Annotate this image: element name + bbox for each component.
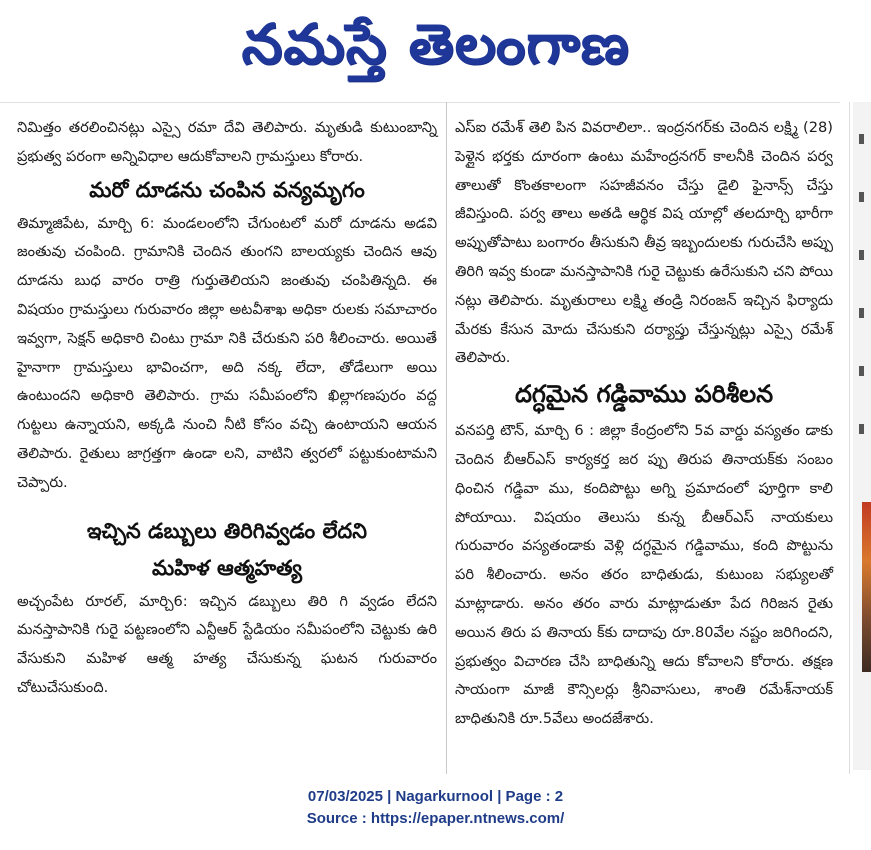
- edition-info: 07/03/2025 | Nagarkurnool | Page : 2: [307, 788, 564, 805]
- adjacent-photo: [862, 502, 871, 672]
- article-headline-line-2: మహిళ ఆత్మహత్య: [151, 555, 303, 580]
- article-body: అచ్చంపేట రూరల్, మార్చి6: ఇచ్చిన డబ్బులు తిరి గి వ్వడం లేదని మనస్తాపానికి గురై పట్టణంలోని ఎన్టీఆర్ స్టేడియం సమీపంలోని చెట్టుకు ఉరి వేసుకుని మహిళ ఆత్మ హత్య చేసుకున్న ఘటన గురువారం చోటుచేసుకుంది.: [17, 592, 437, 696]
- article-continuation: నిమిత్తం తరలించినట్లు ఎస్సై రమా దేవి తెలిపారు. మృతుడి కుటుంబాన్ని ప్రభుత్వ పరంగా అన్నివిధాల ఆదుకోవాలని గ్రామస్తులు కోరారు.: [17, 119, 437, 165]
- article-body: వనపర్తి టౌన్, మార్చి 6 : జిల్లా కేంద్రంలోని 5వ వార్డు వస్యతం డాకు చెందిన బీఆర్ఎస్ కార్యకర్త జర ప్పు తిరుప తినాయక్‌కు సంబం ధించిన గడ్డివా ము, కందిపొట్టు అగ్ని ప్రమాదంలో పూర్తిగా కాలి పోయాయి. విషయం తెలుసు కున్న బీఆర్ఎస్ నాయకులు గురువారం వస్యతండాకు వెళ్లి దగ్ధమైన గడ్డివాము, కంది పొట్టును పరి శీలించారు. అనం తరం బాధితుడు, కుటుంబ సభ్యులతో మాట్లాడారు. అనం తరం వారు మాట్లాడుతూ పేద గిరిజన రైతు అయిన తిరు ప తినాయ క్‌కు దాదాపు రూ.80వేల నష్టం జరిగిందని, ప్రభుత్వం విచారణ చేసి బాధితున్ని ఆదు కోవాలని కోరారు. తక్షణ సాయంగా మాజీ కౌన్సిలర్లు శ్రీనివాసులు, శాంతి రమేశ్‌నాయక్ బాధితునికి రూ.5వేలు అందజేశారు.: [455, 422, 833, 728]
- article-headline: మరో దూడను చంపిన వన్యమృగం: [89, 177, 365, 202]
- clipping-footer: [0, 786, 871, 830]
- newspaper-logo: నమస్తే తెలంగాణ: [241, 11, 630, 77]
- edge-divider: [849, 102, 850, 774]
- newspaper-clipping: [0, 102, 871, 774]
- source-link[interactable]: Source : https://epaper.ntnews.com/: [306, 810, 565, 827]
- article-continuation: ఎస్ఐ రమేశ్ తెలి పిన వివరాలిలా.. ఇంద్రనగర్‌కు చెందిన లక్ష్మి (28) పెళ్లైన భర్తకు దూరంగా ఉంటు మహేంద్రనగర్ కాలనీకి చెందిన పర్వ తాలుతో కొంతకాలంగా సహజీవనం చేస్తు డైలి ఫైనాన్స్ చేస్తు జీవిస్తుంది. పర్వ తాలు అతడి ఆర్థిక విష యాల్లో తలదూర్చి భారీగా అప్పుతోపాటు బంగారం తీసుకుని తీవ్ర ఇబ్బందులకు గురుచేసి అప్పు తిరిగి ఇవ్వ కుండా మనస్తాపానికి గురై చెట్టుకు ఉరేసుకుని చని పోయి నట్లు తెలిపారు. మృతురాలు లక్ష్మి తండ్రి నిరంజన్ ఇచ్చిన ఫిర్యాదు మేరకు కేసున మోదు చేసుకుని దర్యాప్తు చేస్తున్నట్లు ఎస్సై రమేశ్ తెలిపారు.: [455, 119, 833, 367]
- column-divider: [446, 102, 447, 774]
- left-column: [17, 114, 437, 703]
- article-body: తిమ్మాజిపేట, మార్చి 6: మండలంలోని చేగుంటలో మరో దూడను అడవి జంతువు చంపింది. గ్రామానికి చెందిన తుంగని బాలయ్యకు చెందిన ఆవు దూడను బుధ వారం రాత్రి గుర్తుతెలియని జంతువు చంపితిన్నది. ఈ విషయం గ్రామస్తులు గురువారం జిల్లా అటవీశాఖ అధికా రులకు సమాచారం ఇవ్వగా, సెక్షన్ అధికారి చింటు గ్రామా నికి చేరుకుని పరి శీలించారు. అయితే హైనాగా గ్రామస్తులు భావించగా, అది నక్క లేదా, తోడేలుగా అయి ఉంటుందని అధికారి తెలిపారు. గ్రామ సమీపంలోని ఖిల్లాగణపురం వద్ద గుట్టలు ఉన్నాయని, అక్కడి నుంచి నీటి కోసం వచ్చి ఉంటాయని ఆయన తెలిపారు. రైతులు జాగ్రత్తగా ఉండా లని, వాటిని త్వరలో పట్టుకుంటామని చెప్పారు.: [17, 214, 437, 491]
- right-column: [455, 114, 833, 734]
- article-headline: దగ్ధమైన గడ్డివాము పరిశీలన: [514, 380, 774, 409]
- top-divider: [0, 102, 840, 103]
- article-headline: ఇచ్చిన డబ్బులు తిరిగివ్వడం లేదని: [87, 518, 367, 543]
- masthead: [0, 0, 871, 88]
